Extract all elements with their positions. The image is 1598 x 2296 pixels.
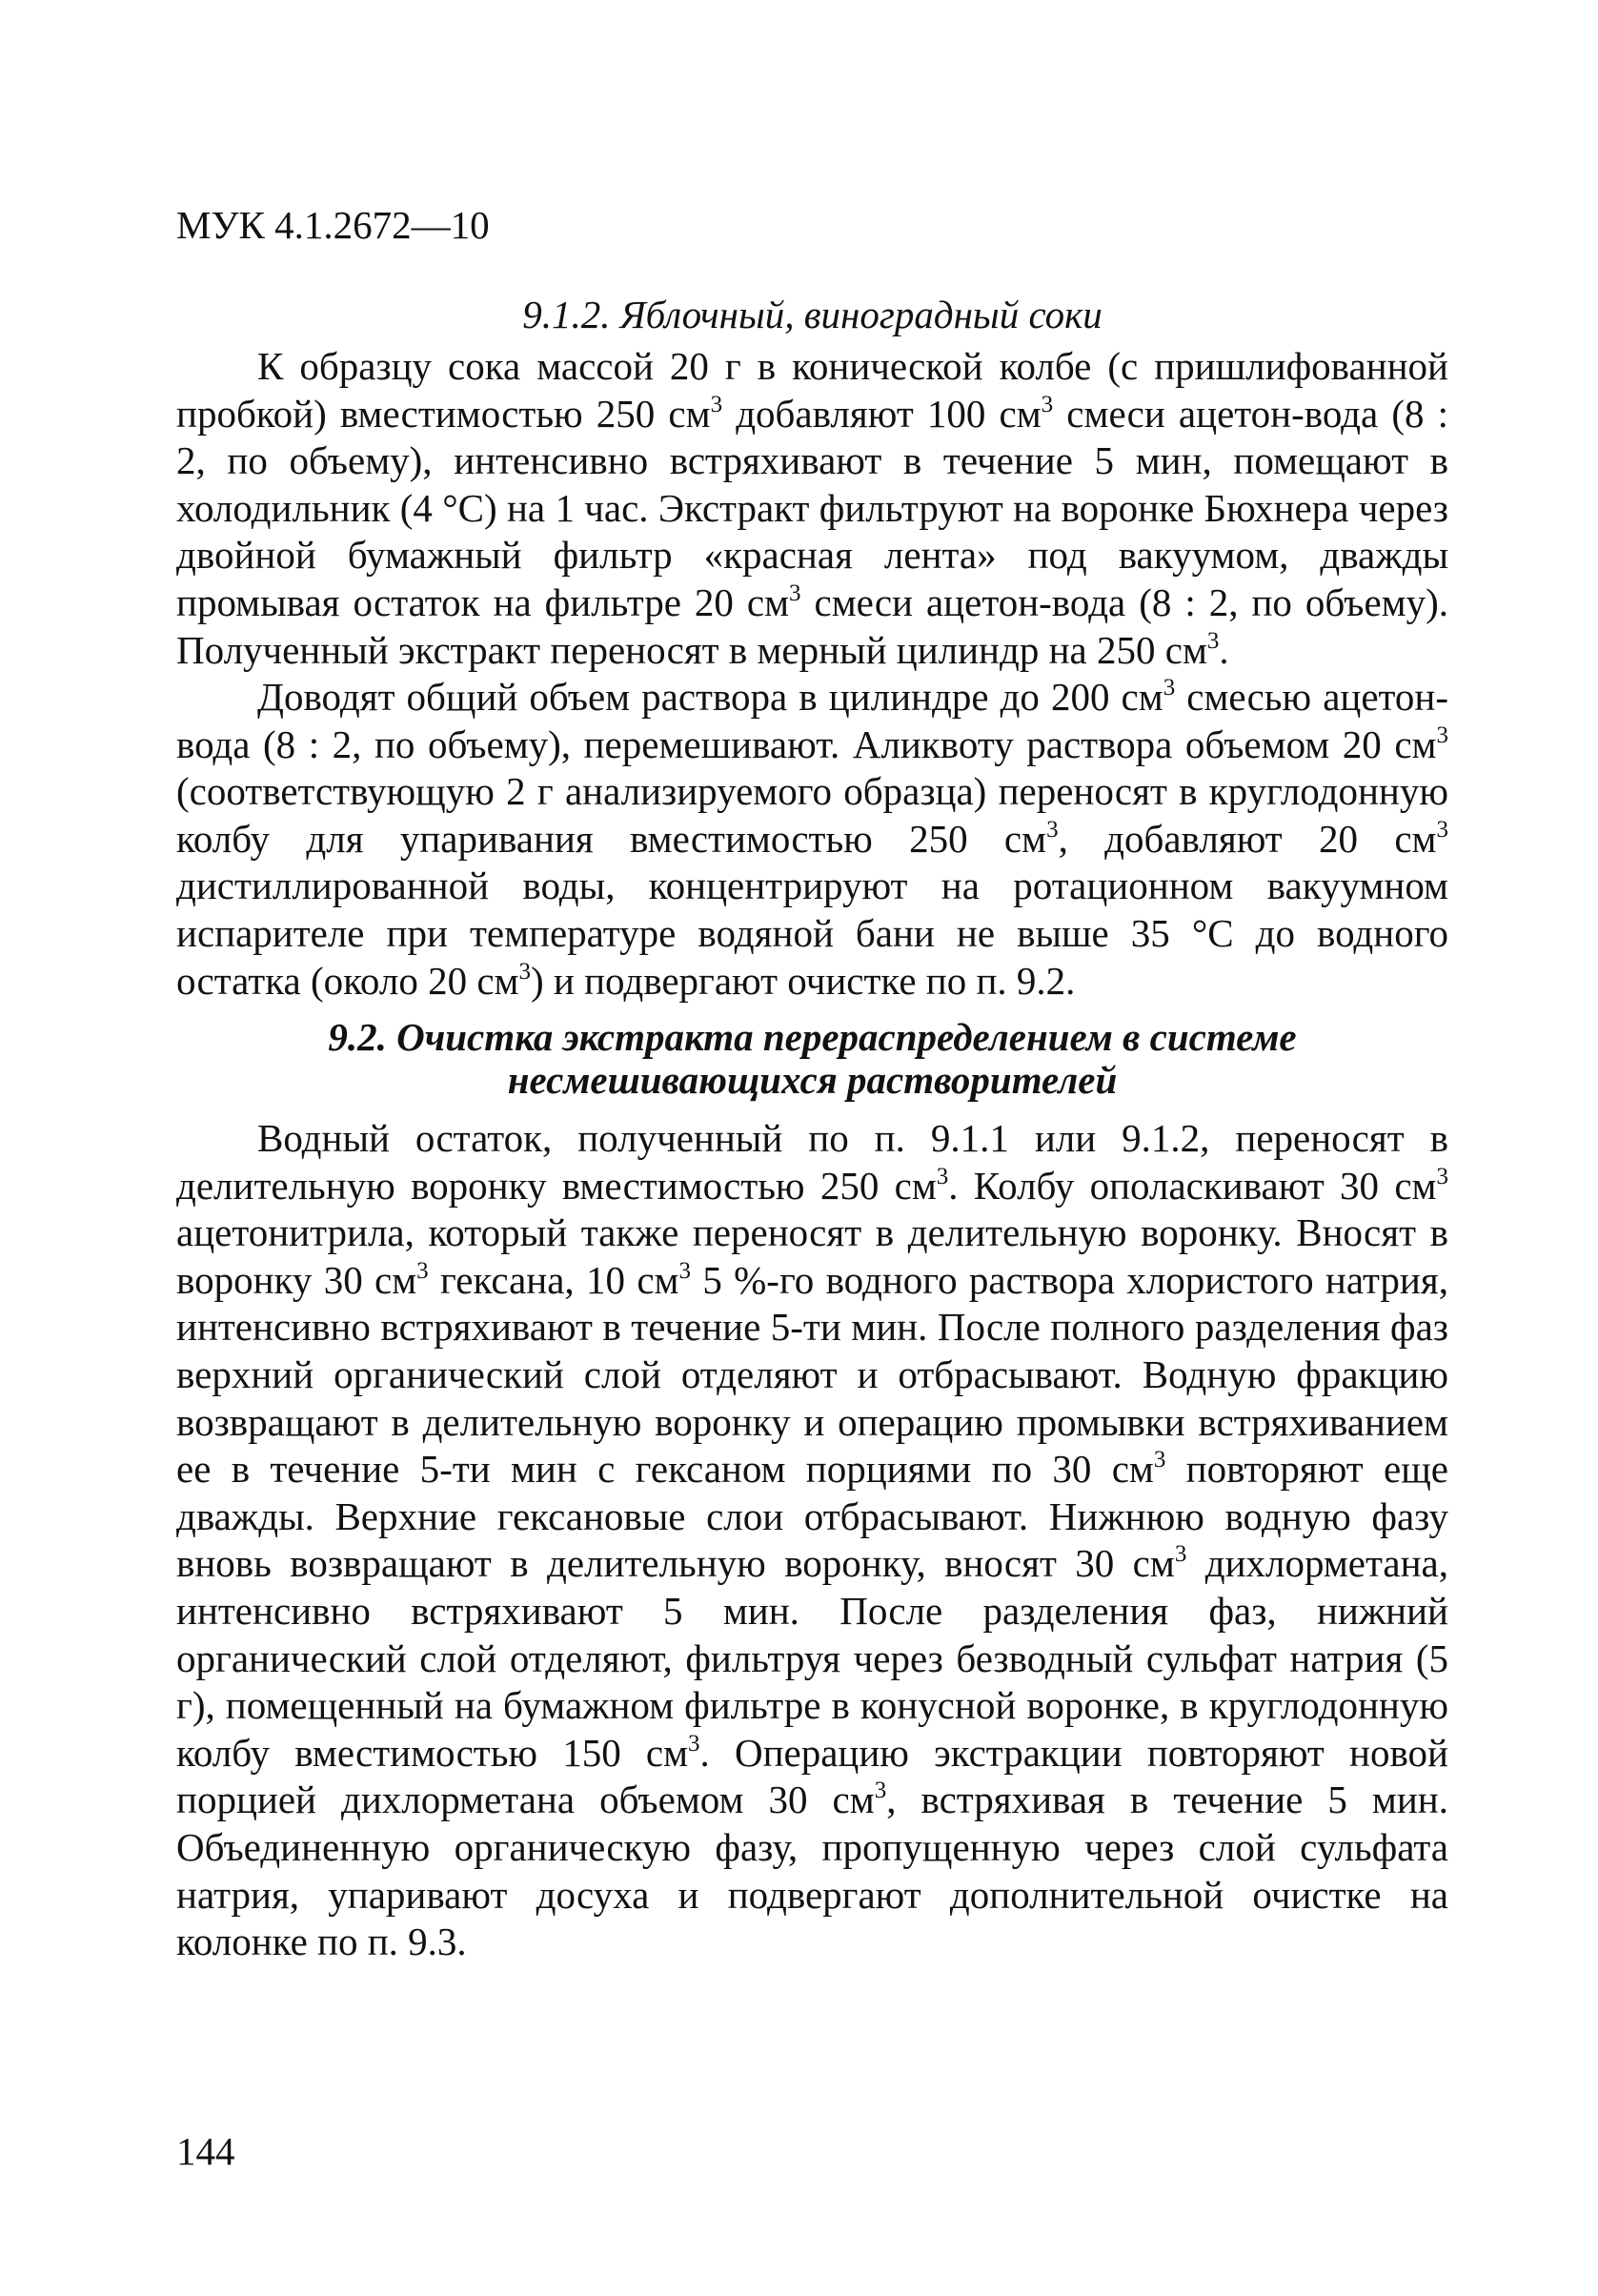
section-92-paragraph: [176, 1115, 1448, 1966]
section-912-paragraph-1: [176, 343, 1448, 674]
document-code-header: МУК 4.1.2672—10: [176, 203, 490, 247]
paragraph-text: К образцу сока массой 20 г в конической колбе (с пришлифованной пробкой) вместимостью 250 $см^3$ добавляют 100 $см^3$ смеси ацетон-вода (8 : 2, по объему), интенсивно встряхивают в течение 5 мин, помещают в холодильник (4 °С) на 1 час. Экстракт фильтруют на воронке Бюхнера через двойной бумажный фильтр «красная лента» под вакуумом, дважды промывая остаток на фильтре 20 $см^3$ смеси ацетон-вода (8 : 2, по объему). Полученный экстракт переносят в мерный цилиндр на 250 $см^3$.: [176, 344, 1449, 672]
paragraph-text: Водный остаток, полученный по п. 9.1.1 или 9.1.2, переносят в делительную воронку вместимостью 250 $см^3$. Колбу ополаскивают 30 $см^3$ ацетонитрила, который также переносят в делительную воронку. Вносят в воронку 30 $см^3$ гексана, 10 $см^3$ 5 %-го водного раствора хлористого натрия, интенсивно встряхивают в течение 5-ти мин. После полного разделения фаз верхний органический слой отделяют и отбрасывают. Водную фракцию возвращают в делительную воронку и операцию промывки встряхиванием ее в течение 5-ти мин с гексаном порциями по 30 $см^3$ повторяют еще дважды. Верхние гексановые слои отбрасывают. Нижнюю водную фазу вновь возвращают в делительную воронку, вносят 30 $см^3$ дихлорметана, интенсивно встряхивают 5 мин. После разделения фаз, нижний органический слой отделяют, фильтруя через безводный сульфат натрия (5 г), помещенный на бумажном фильтре в конусной воронке, в круглодонную колбу вместимостью 150 $см^3$. Операцию экстракции повторяют новой порцией дихлорметана объемом 30 $см^3$, встряхивая в течение 5 мин. Объединенную органическую фазу, пропущенную через слой сульфата натрия, упаривают досуха и подвергают дополнительной очистке на колонке по п. 9.3.: [176, 1116, 1449, 1964]
paragraph-text: Доводят общий объем раствора в цилиндре до 200 $см^3$ смесью ацетон-вода (8 : 2, по объему), перемешивают. Аликвоту раствора объемом 20 $см^3$ (соответствующую 2 г анализируемого образца) переносят в круглодонную колбу для упаривания вместимостью 250 $см^3$, добавляют 20 $см^3$ дистиллированной воды, концентрируют на ротационном вакуумном испарителе при температуре водяной бани не выше 35 °С до водного остатка (около 20 $см^3$) и подвергают очистке по п. 9.2.: [176, 675, 1448, 1003]
section-92-title-line-2: несмешивающихся растворителей: [507, 1058, 1118, 1102]
section-92-title-line-1: 9.2. Очистка экстракта перераспределением в системе: [328, 1015, 1297, 1059]
section-912-paragraph-2: [176, 674, 1448, 1005]
section-92-title: [176, 1016, 1448, 1102]
page-number: 144: [176, 2129, 235, 2173]
section-912-title: 9.1.2. Яблочный, виноградный соки: [522, 293, 1102, 336]
